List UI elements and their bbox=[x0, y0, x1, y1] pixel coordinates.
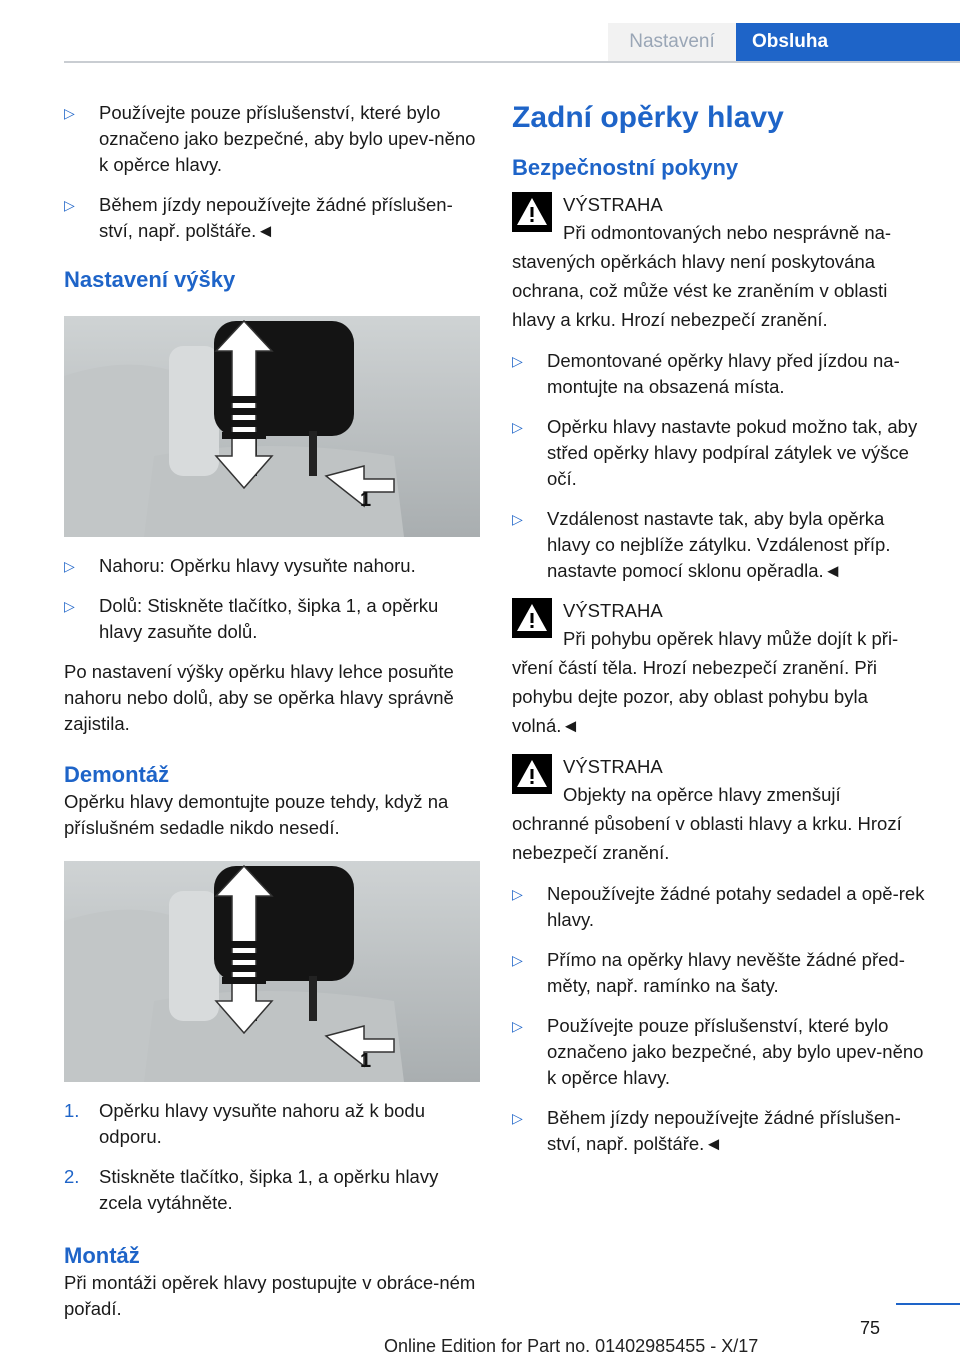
list-item: ▷ Nahoru: Opěrku hlavy vysuňte nahoru. bbox=[64, 553, 480, 579]
triangle-bullet-icon: ▷ bbox=[512, 511, 523, 527]
list-item: ▷ Používejte pouze příslušenství, které bylo označeno jako bezpečné, aby bylo upev‐něno k opěrce hlavy. bbox=[512, 1015, 924, 1088]
warning-title: VÝSTRAHA bbox=[563, 600, 663, 621]
triangle-bullet-icon: ▷ bbox=[64, 558, 75, 574]
warning-block: VÝSTRAHA Objekty na opěrce hlavy zmenšují ochranné působení v oblasti hlavy a krku. Hrozí nebezpečí zranění. bbox=[512, 754, 926, 867]
heading-removal: Demontáž bbox=[64, 762, 170, 787]
step-number: 2. bbox=[64, 1166, 80, 1187]
warning-icon bbox=[512, 192, 552, 232]
right-column bbox=[512, 100, 926, 1171]
triangle-bullet-icon: ▷ bbox=[512, 353, 523, 369]
tab-nastaveni[interactable]: Nastavení bbox=[608, 23, 736, 61]
triangle-bullet-icon: ▷ bbox=[512, 419, 523, 435]
image-callout-1: 1 bbox=[360, 1050, 372, 1072]
triangle-bullet-icon: ▷ bbox=[64, 105, 75, 121]
paragraph-removal: Opěrku hlavy demontujte pouze tehdy, když na příslušném sedadle nikdo nesedí. bbox=[64, 791, 449, 838]
list-item: 1. Opěrku hlavy vysuňte nahoru až k bodu odporu. bbox=[64, 1100, 425, 1147]
headrest-height-image bbox=[64, 316, 480, 537]
triangle-bullet-icon: ▷ bbox=[512, 1018, 523, 1034]
footer-rule bbox=[896, 1303, 960, 1305]
image-callout-1: 1 bbox=[360, 489, 372, 511]
header-rule bbox=[64, 61, 960, 63]
step-number: 1. bbox=[64, 1100, 80, 1121]
triangle-bullet-icon: ▷ bbox=[64, 197, 75, 213]
triangle-bullet-icon: ▷ bbox=[512, 886, 523, 902]
heading-rear-headrests: Zadní opěrky hlavy bbox=[512, 101, 784, 134]
headrest-removal-image bbox=[64, 861, 480, 1082]
triangle-bullet-icon: ▷ bbox=[64, 598, 75, 614]
heading-height-adjustment: Nastavení výšky bbox=[64, 267, 236, 292]
warning-icon bbox=[512, 598, 552, 638]
warning-block: VÝSTRAHA Při pohybu opěrek hlavy může dojít k při‐ vření částí těla. Hrozí nebezpečí zranění. Při pohybu dejte pozor, aby oblast pohybu byla volná.◄ bbox=[512, 598, 926, 740]
list-item: ▷ Dolů: Stiskněte tlačítko, šipka 1, a opěrku hlavy zasuňte dolů. bbox=[64, 595, 439, 642]
list-item: ▷ Demontované opěrky hlavy před jízdou na‐montujte na obsazená místa. bbox=[512, 350, 900, 397]
triangle-bullet-icon: ▷ bbox=[512, 1110, 523, 1126]
list-item: 2. Stiskněte tlačítko, šipka 1, a opěrku hlavy zcela vytáhněte. bbox=[64, 1166, 439, 1213]
list-item: ▷ Používejte pouze příslušenství, které bylo označeno jako bezpečné, aby bylo upev‐něno k opěrce hlavy. bbox=[64, 102, 476, 175]
list-item: ▷ Během jízdy nepoužívejte žádné příslušen‐ství, např. polštáře.◄ bbox=[64, 194, 453, 241]
heading-mounting: Montáž bbox=[64, 1243, 140, 1268]
list-item: ▷ Nepoužívejte žádné potahy sedadel a opě‐rek hlavy. bbox=[512, 883, 925, 930]
list-item: ▷ Během jízdy nepoužívejte žádné příslušen‐ství, např. polštáře.◄ bbox=[512, 1107, 901, 1154]
page-number: 75 bbox=[860, 1318, 881, 1338]
tab-obsluha[interactable]: Obsluha bbox=[736, 23, 960, 61]
warning-title: VÝSTRAHA bbox=[563, 756, 663, 777]
list-item: ▷ Opěrku hlavy nastavte pokud možno tak, aby střed opěrky hlavy podpíral zátylek ve výšce očí. bbox=[512, 416, 918, 489]
triangle-bullet-icon: ▷ bbox=[512, 952, 523, 968]
edition-footer: Online Edition for Part no. 01402985455 - X/17 bbox=[384, 1336, 759, 1356]
list-item: ▷ Vzdálenost nastavte tak, aby byla opěrka hlavy co nejblíže zátylku. Vzdálenost příp. nastavte pomocí sklonu opěradla.◄ bbox=[512, 508, 891, 581]
paragraph-mounting: Při montáži opěrek hlavy postupujte v obráce‐ném pořadí. bbox=[64, 1272, 476, 1319]
list-item: ▷ Přímo na opěrky hlavy nevěšte žádné před‐měty, např. ramínko na šaty. bbox=[512, 949, 905, 996]
heading-safety: Bezpečnostní pokyny bbox=[512, 155, 739, 180]
paragraph-height: Po nastavení výšky opěrku hlavy lehce posuňte nahoru nebo dolů, aby se opěrka hlavy správně zajistila. bbox=[64, 661, 454, 734]
warning-title: VÝSTRAHA bbox=[563, 194, 663, 215]
left-column bbox=[64, 100, 480, 1336]
warning-icon bbox=[512, 754, 552, 794]
warning-block: VÝSTRAHA Při odmontovaných nebo nesprávně na‐ stavených opěrkách hlavy není poskytována ochrana, což může vést ke zraněním v oblasti hlavy a krku. Hrozí nebezpečí zranění. bbox=[512, 192, 926, 334]
